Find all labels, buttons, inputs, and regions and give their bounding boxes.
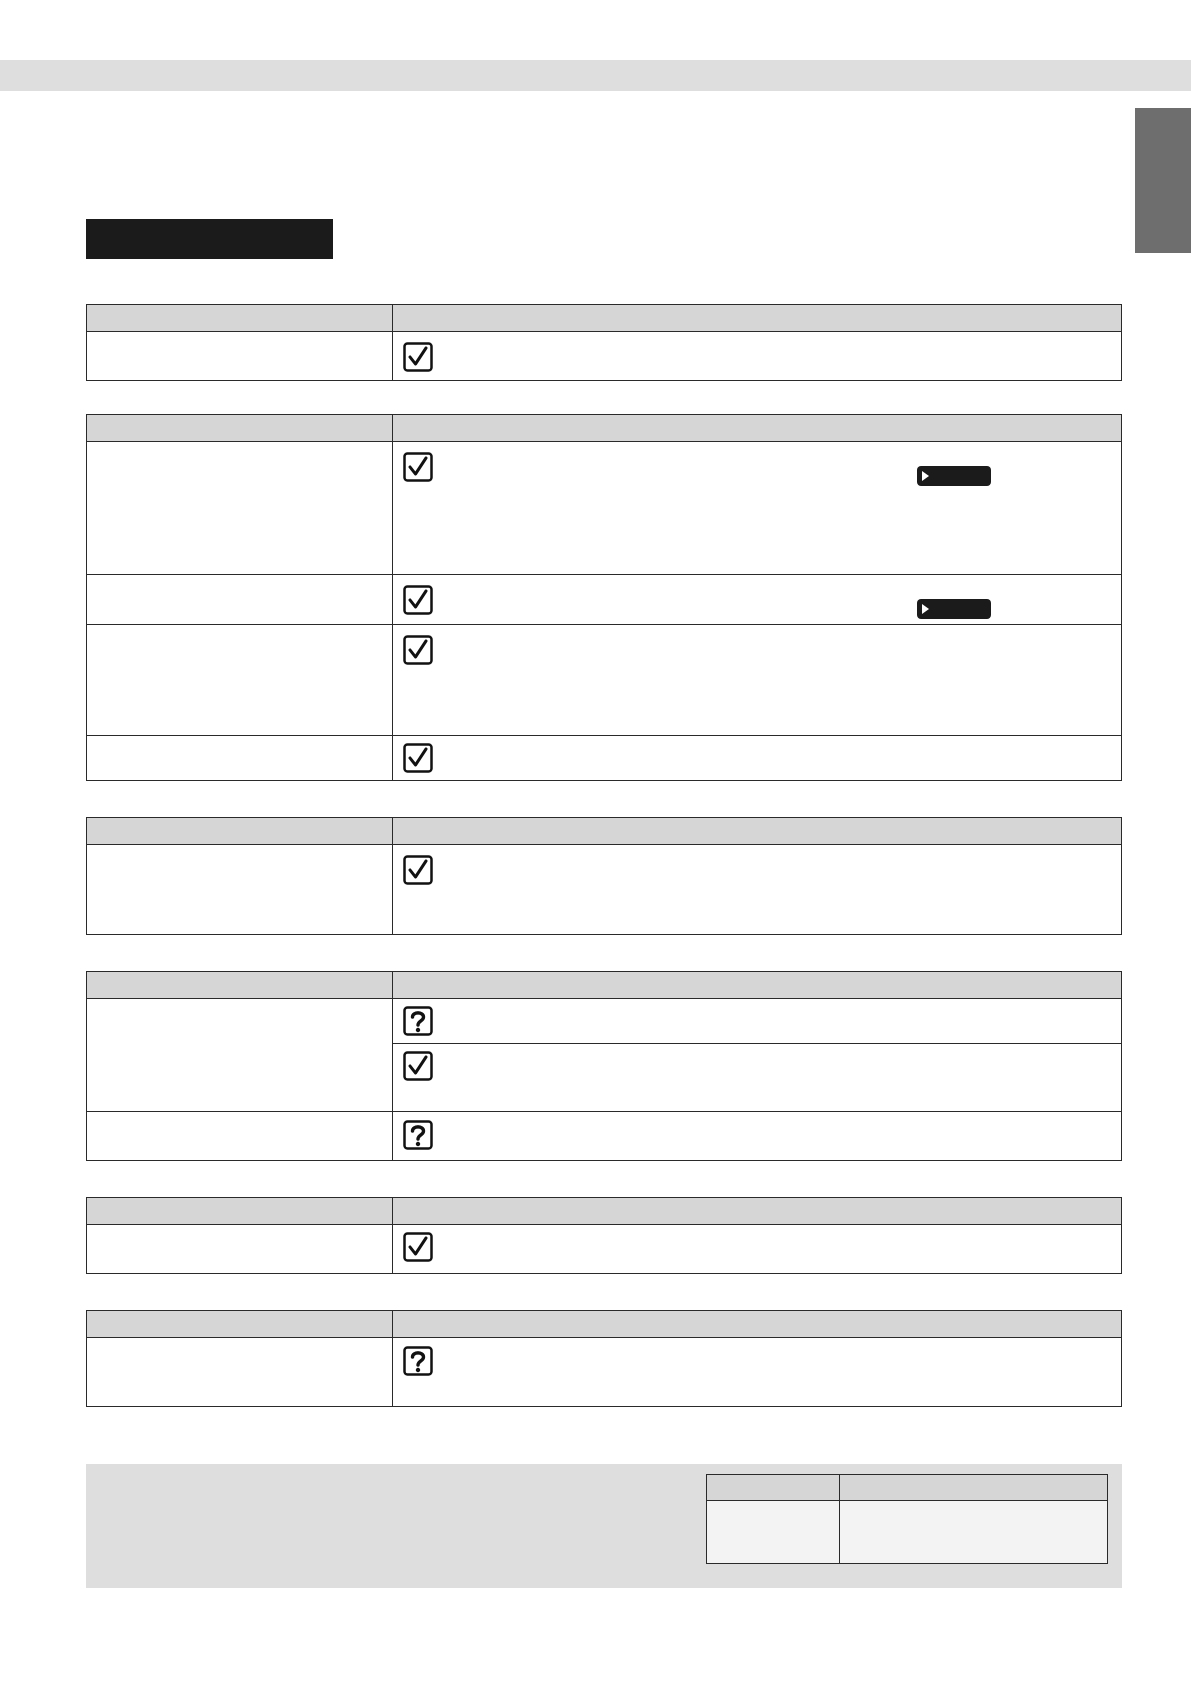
- checkmark-box-icon: [403, 1051, 433, 1081]
- checkmark-box-icon: [403, 635, 433, 665]
- table-subrow: [393, 999, 1121, 1044]
- page-reference-badge[interactable]: [917, 466, 991, 486]
- table-2: [86, 414, 1122, 781]
- checkmark-box-icon: [403, 342, 433, 372]
- table-row: [87, 332, 1121, 380]
- table-row: [707, 1501, 1107, 1564]
- note-box: [86, 1464, 1122, 1588]
- table-header: [87, 305, 1121, 332]
- page-reference-badge[interactable]: [917, 599, 991, 619]
- chapter-tab[interactable]: [1135, 108, 1191, 253]
- question-mark-box-icon: [403, 1346, 433, 1376]
- table-header: [87, 818, 1121, 845]
- table-row: [87, 1225, 1121, 1273]
- table-header: [87, 415, 1121, 442]
- table-header: [87, 1311, 1121, 1338]
- table-header: [707, 1475, 1107, 1501]
- checkmark-box-icon: [403, 585, 433, 615]
- table-header: [87, 1198, 1121, 1225]
- table-row: [87, 845, 1121, 934]
- table-1: [86, 304, 1122, 381]
- play-arrow-icon: [922, 604, 929, 614]
- page-header-band: [0, 60, 1191, 91]
- table-row: [87, 736, 1121, 780]
- table-4: [86, 971, 1122, 1161]
- section-heading: [86, 219, 333, 259]
- checkmark-box-icon: [403, 855, 433, 885]
- checkmark-box-icon: [403, 1232, 433, 1262]
- table-row: [87, 575, 1121, 625]
- table-row: [87, 1112, 1121, 1160]
- table-3: [86, 817, 1122, 935]
- table-subrow: [393, 1044, 1121, 1112]
- checkmark-box-icon: [403, 743, 433, 773]
- play-arrow-icon: [922, 471, 929, 481]
- table-header: [87, 972, 1121, 999]
- table-row: [87, 999, 1121, 1112]
- question-mark-box-icon: [403, 1120, 433, 1150]
- table-row: [87, 442, 1121, 575]
- table-row: [87, 1338, 1121, 1406]
- table-6: [86, 1310, 1122, 1407]
- table-5: [86, 1197, 1122, 1274]
- table-row: [87, 625, 1121, 736]
- question-mark-box-icon: [403, 1006, 433, 1036]
- checkmark-box-icon: [403, 452, 433, 482]
- note-table: [706, 1474, 1108, 1564]
